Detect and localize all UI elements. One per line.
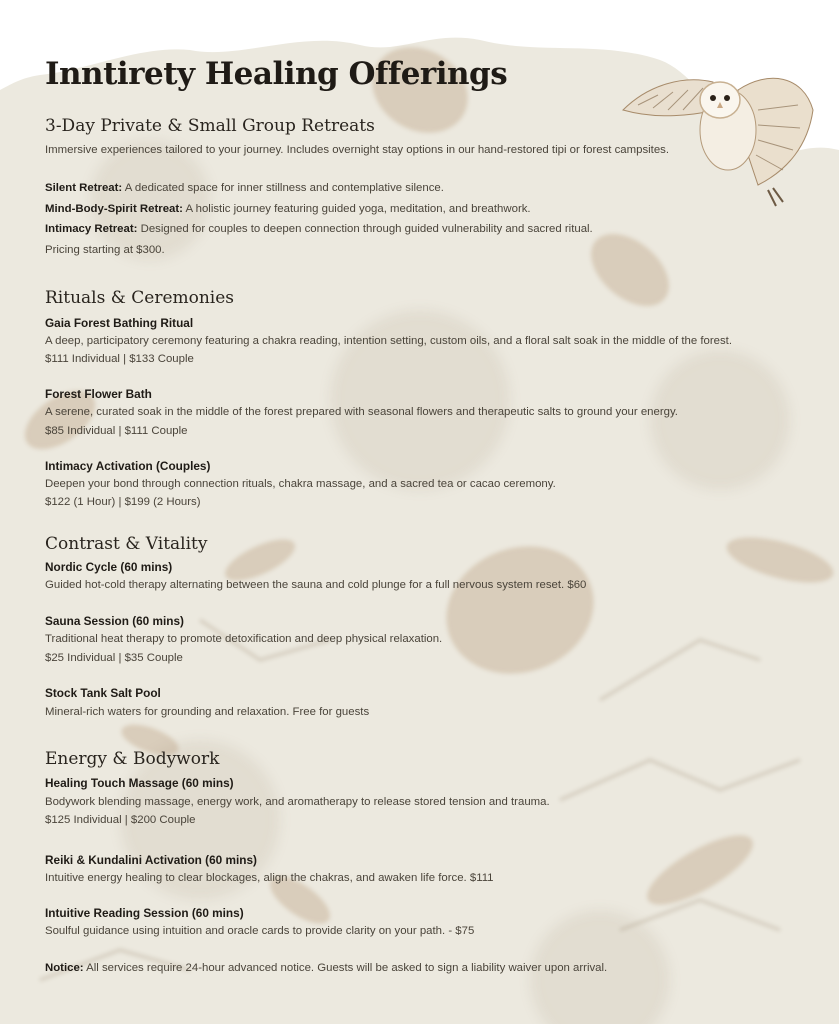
ritual-intimacy-title: Intimacy Activation (Couples) [45,459,211,473]
contrast-pool-title: Stock Tank Salt Pool [45,686,161,700]
contrast-nordic-desc: Guided hot-cold therapy alternating between the sauna and cold plunge for a full nervous system reset. $60 [45,579,587,591]
section-heading-rituals: Rituals & Ceremonies [45,288,235,308]
section-heading-retreats: 3-Day Private & Small Group Retreats [45,116,375,136]
energy-massage-title: Healing Touch Massage (60 mins) [45,776,234,790]
contrast-sauna-price: $25 Individual | $35 Couple [45,652,183,664]
notice-label: Notice: [45,962,84,974]
page-title: Inntirety Healing Offerings [45,56,508,92]
ritual-flower-price: $85 Individual | $111 Couple [45,425,188,437]
energy-reiki-title: Reiki & Kundalini Activation (60 mins) [45,853,257,867]
ritual-gaia-price: $111 Individual | $133 Couple [45,353,194,365]
retreat-silent-name: Silent Retreat: [45,182,123,194]
retreats-intro: Immersive experiences tailored to your journey. Includes overnight stay options in our hand-restored tipi or forest campsites. [45,144,670,156]
retreats-pricing: Pricing starting at $300. [45,244,165,256]
section-heading-contrast: Contrast & Vitality [45,534,208,554]
energy-reiki-desc: Intuitive energy healing to clear blockages, align the chakras, and awaken life force. $111 [45,872,494,884]
retreat-silent [45,181,444,196]
ritual-flower-desc: A serene, curated soak in the middle of the forest prepared with seasonal flowers and therapeutic salts to ground your energy. [45,406,678,418]
retreat-intimacy [45,222,593,237]
ritual-intimacy-desc: Deepen your bond through connection rituals, chakra massage, and a sacred tea or cacao ceremony. [45,478,556,490]
retreat-mbs-name: Mind-Body-Spirit Retreat: [45,203,183,215]
contrast-sauna-title: Sauna Session (60 mins) [45,614,184,628]
energy-reading-desc: Soulful guidance using intuition and oracle cards to provide clarity on your path. - $75 [45,925,475,937]
ritual-gaia-desc: A deep, participatory ceremony featuring a chakra reading, intention setting, custom oils, and a floral salt soak in the middle of the forest. [45,335,732,347]
retreat-silent-desc: A dedicated space for inner stillness and contemplative silence. [124,182,444,194]
notice-text: All services require 24-hour advanced notice. Guests will be asked to sign a liability waiver upon arrival. [86,962,608,974]
ritual-flower-title: Forest Flower Bath [45,387,152,401]
ritual-intimacy-price: $122 (1 Hour) | $199 (2 Hours) [45,496,201,508]
section-heading-energy: Energy & Bodywork [45,749,220,769]
retreat-intimacy-desc: Designed for couples to deepen connection through guided vulnerability and sacred ritual. [140,223,593,235]
ritual-gaia-title: Gaia Forest Bathing Ritual [45,316,194,330]
contrast-nordic-title: Nordic Cycle (60 mins) [45,560,173,574]
contrast-sauna-desc: Traditional heat therapy to promote detoxification and deep physical relaxation. [45,633,443,645]
retreat-mind-body-spirit [45,202,531,217]
energy-massage-desc: Bodywork blending massage, energy work, and aromatherapy to release stored tension and trauma. [45,796,550,808]
notice [45,961,607,976]
energy-massage-price: $125 Individual | $200 Couple [45,814,196,826]
barn-owl-illustration [618,50,818,210]
retreat-mbs-desc: A holistic journey featuring guided yoga, meditation, and breathwork. [185,203,531,215]
contrast-pool-desc: Mineral-rich waters for grounding and relaxation. Free for guests [45,706,370,718]
energy-reading-title: Intuitive Reading Session (60 mins) [45,906,244,920]
retreat-intimacy-name: Intimacy Retreat: [45,223,138,235]
